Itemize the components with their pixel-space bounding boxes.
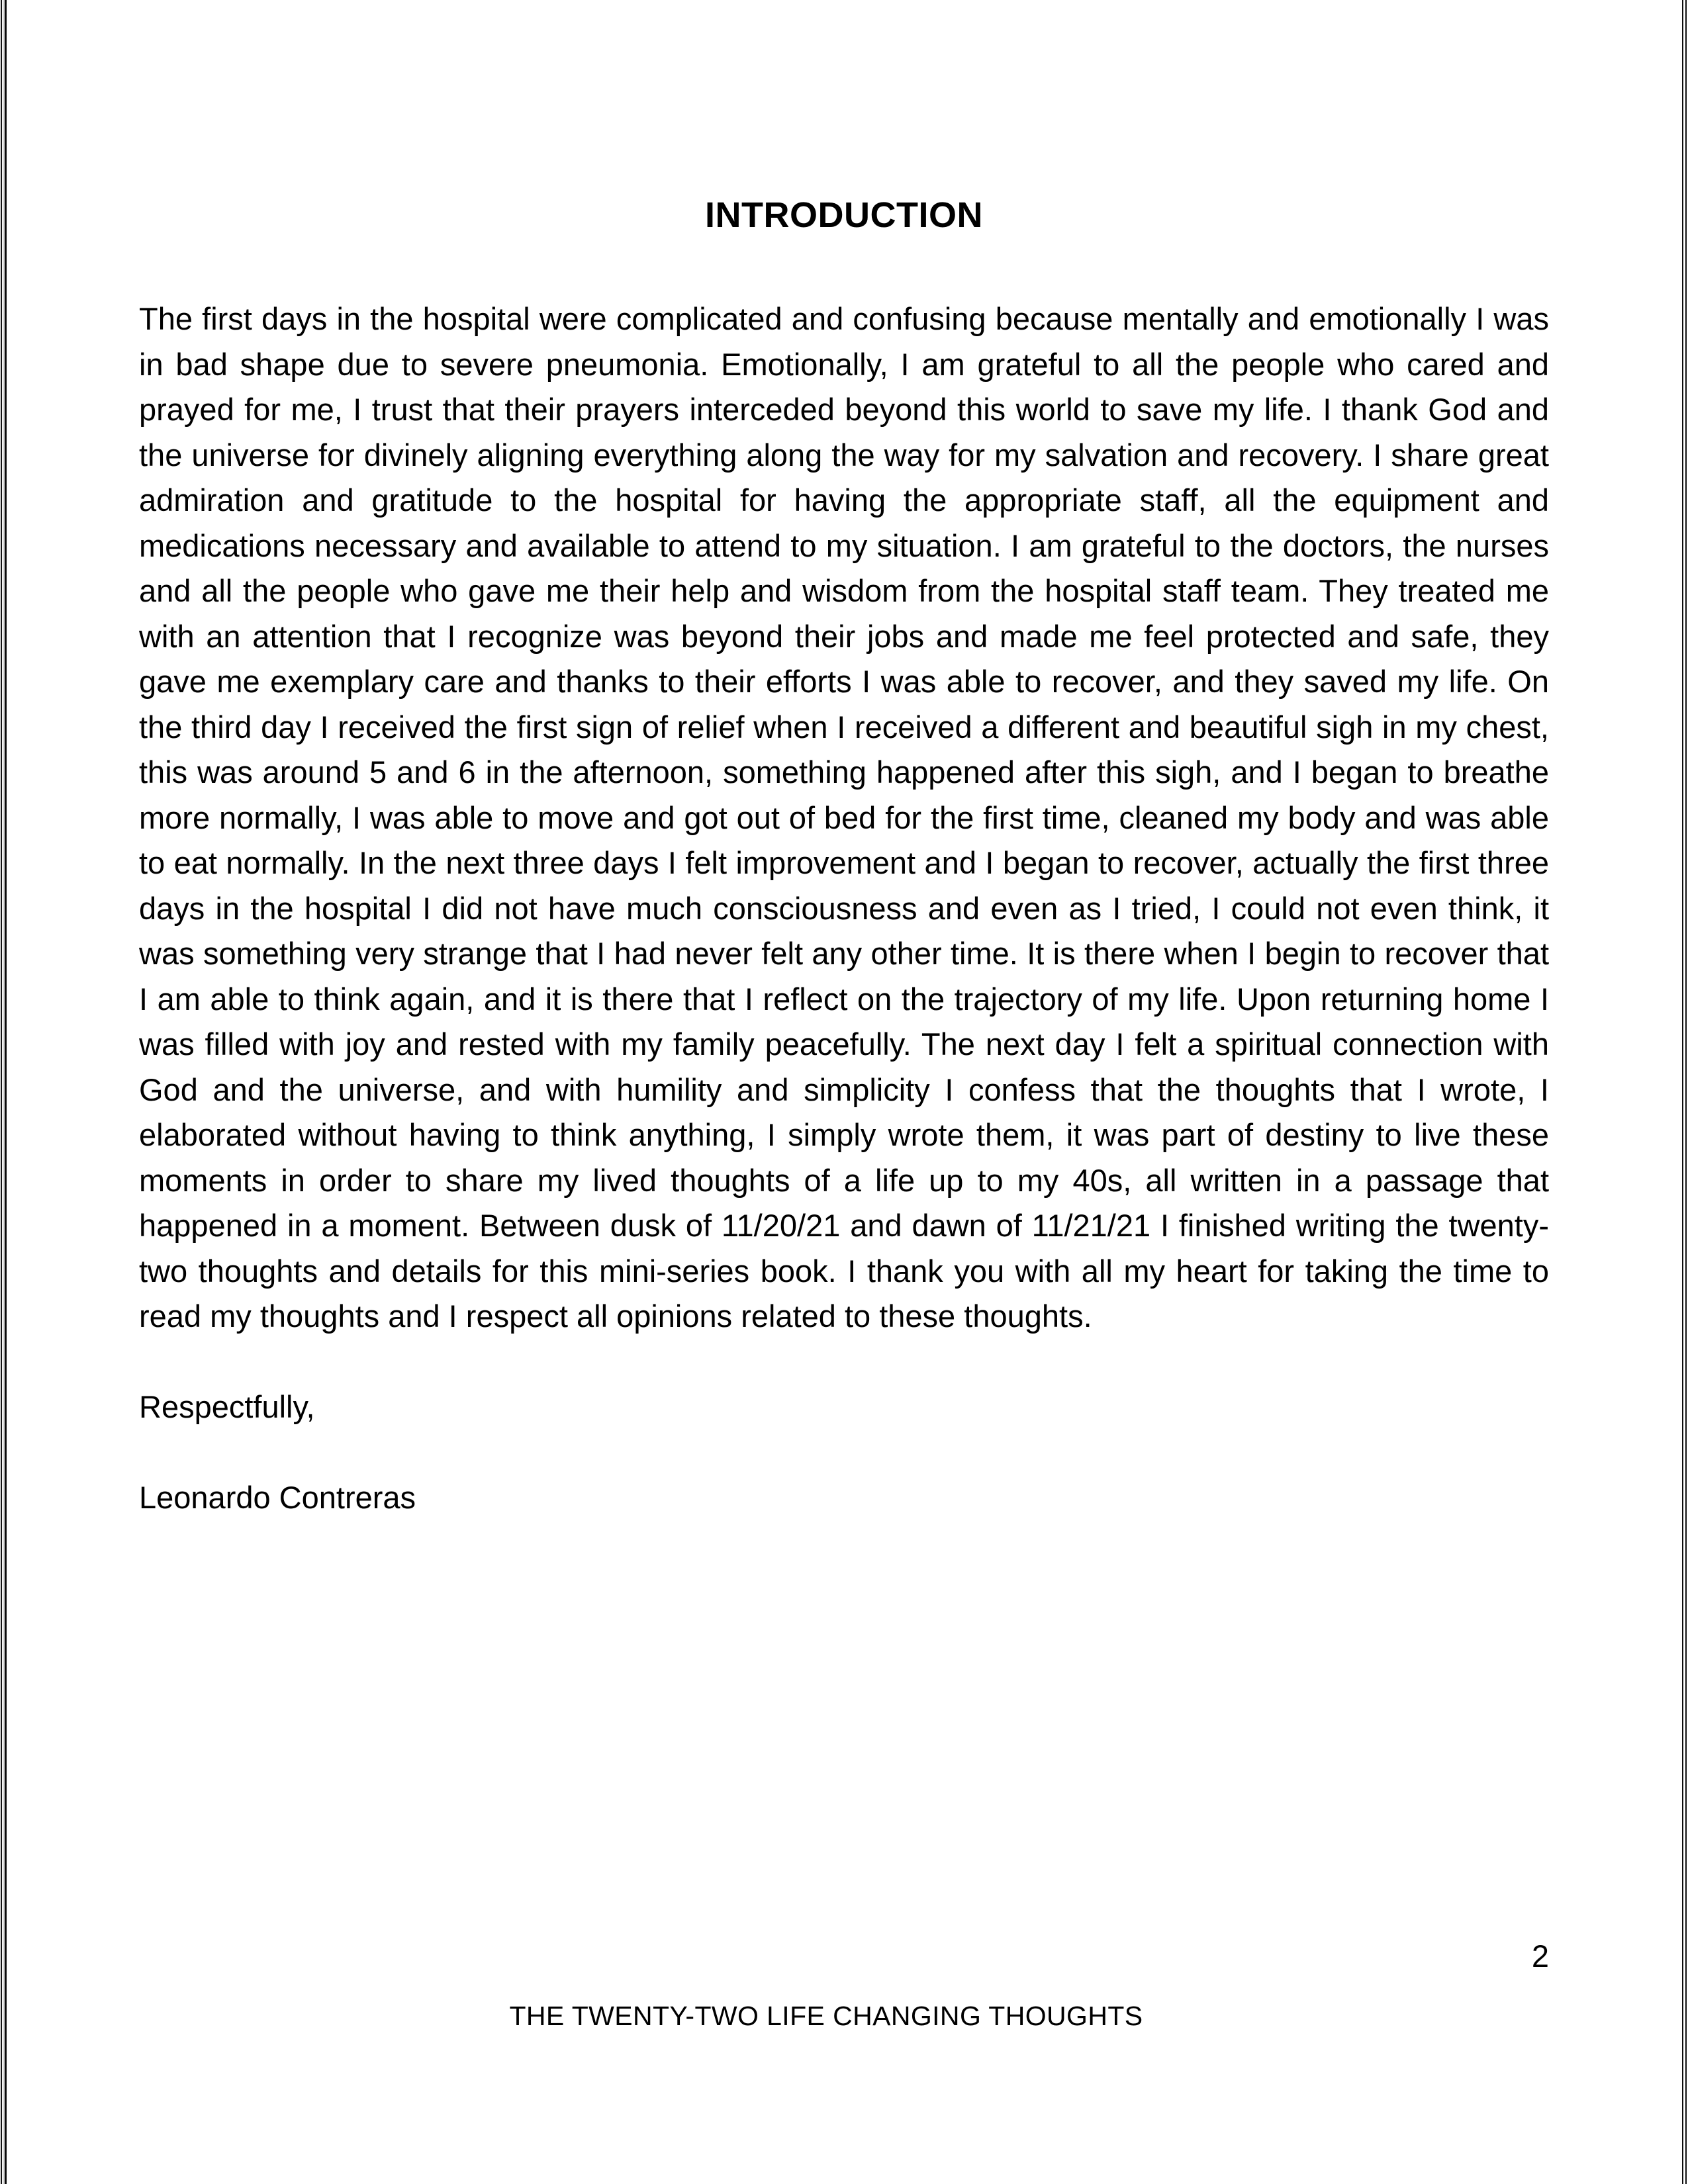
paragraph-spacer-1 xyxy=(139,1340,1549,1385)
page-content xyxy=(139,0,1549,1521)
body-text-block xyxy=(139,296,1549,1521)
paragraph-spacer-2 xyxy=(139,1430,1549,1476)
introduction-paragraph: The first days in the hospital were complicated and confusing because mentally and emotionally I was in bad shape due to severe pneumonia. Emotionally, I am grateful to all the people who cared and prayed for me, I trust that their prayers interceded beyond this world to save my life. I thank God and the universe for divinely aligning everything along the way for my salvation and recovery. I share great admiration and gratitude to the hospital for having the appropriate staff, all the equipment and medications necessary and available to attend to my situation. I am grateful to the doctors, the nurses and all the people who gave me their help and wisdom from the hospital staff team. They treated me with an attention that I recognize was beyond their jobs and made me feel protected and safe, they gave me exemplary care and thanks to their efforts I was able to recover, and they saved my life. On the third day I received the first sign of relief when I received a different and beautiful sigh in my chest, this was around 5 and 6 in the afternoon, something happened after this sigh, and I began to breathe more normally, I was able to move and got out of bed for the first time, cleaned my body and was able to eat normally. In the next three days I felt improvement and I began to recover, actually the first three days in the hospital I did not have much consciousness and even as I tried, I could not even think, it was something very strange that I had never felt any other time. It is there when I begin to recover that I am able to think again, and it is there that I reflect on the trajectory of my life. Upon returning home I was filled with joy and rested with my family peacefully. The next day I felt a spiritual connection with God and the universe, and with humility and simplicity I confess that the thoughts that I wrote, I elaborated without having to think anything, I simply wrote them, it was part of destiny to live these moments in order to share my lived thoughts of a life up to my 40s, all written in a passage that happened in a moment. Between dusk of 11/20/21 and dawn of 11/21/21 I finished writing the twenty-two thoughts and details for this mini-series book. I thank you with all my heart for taking the time to read my thoughts and I respect all opinions related to these thoughts. xyxy=(139,301,1549,1334)
page-title: INTRODUCTION xyxy=(705,195,983,235)
page-right-edge-border xyxy=(1679,0,1688,2184)
page-number: 2 xyxy=(1531,1938,1549,1974)
page-left-edge-border xyxy=(0,0,7,2184)
closing-salutation: Respectfully, xyxy=(139,1389,315,1425)
running-title: THE TWENTY-TWO LIFE CHANGING THOUGHTS xyxy=(509,2001,1143,2031)
signature-name: Leonardo Contreras xyxy=(139,1480,416,1516)
